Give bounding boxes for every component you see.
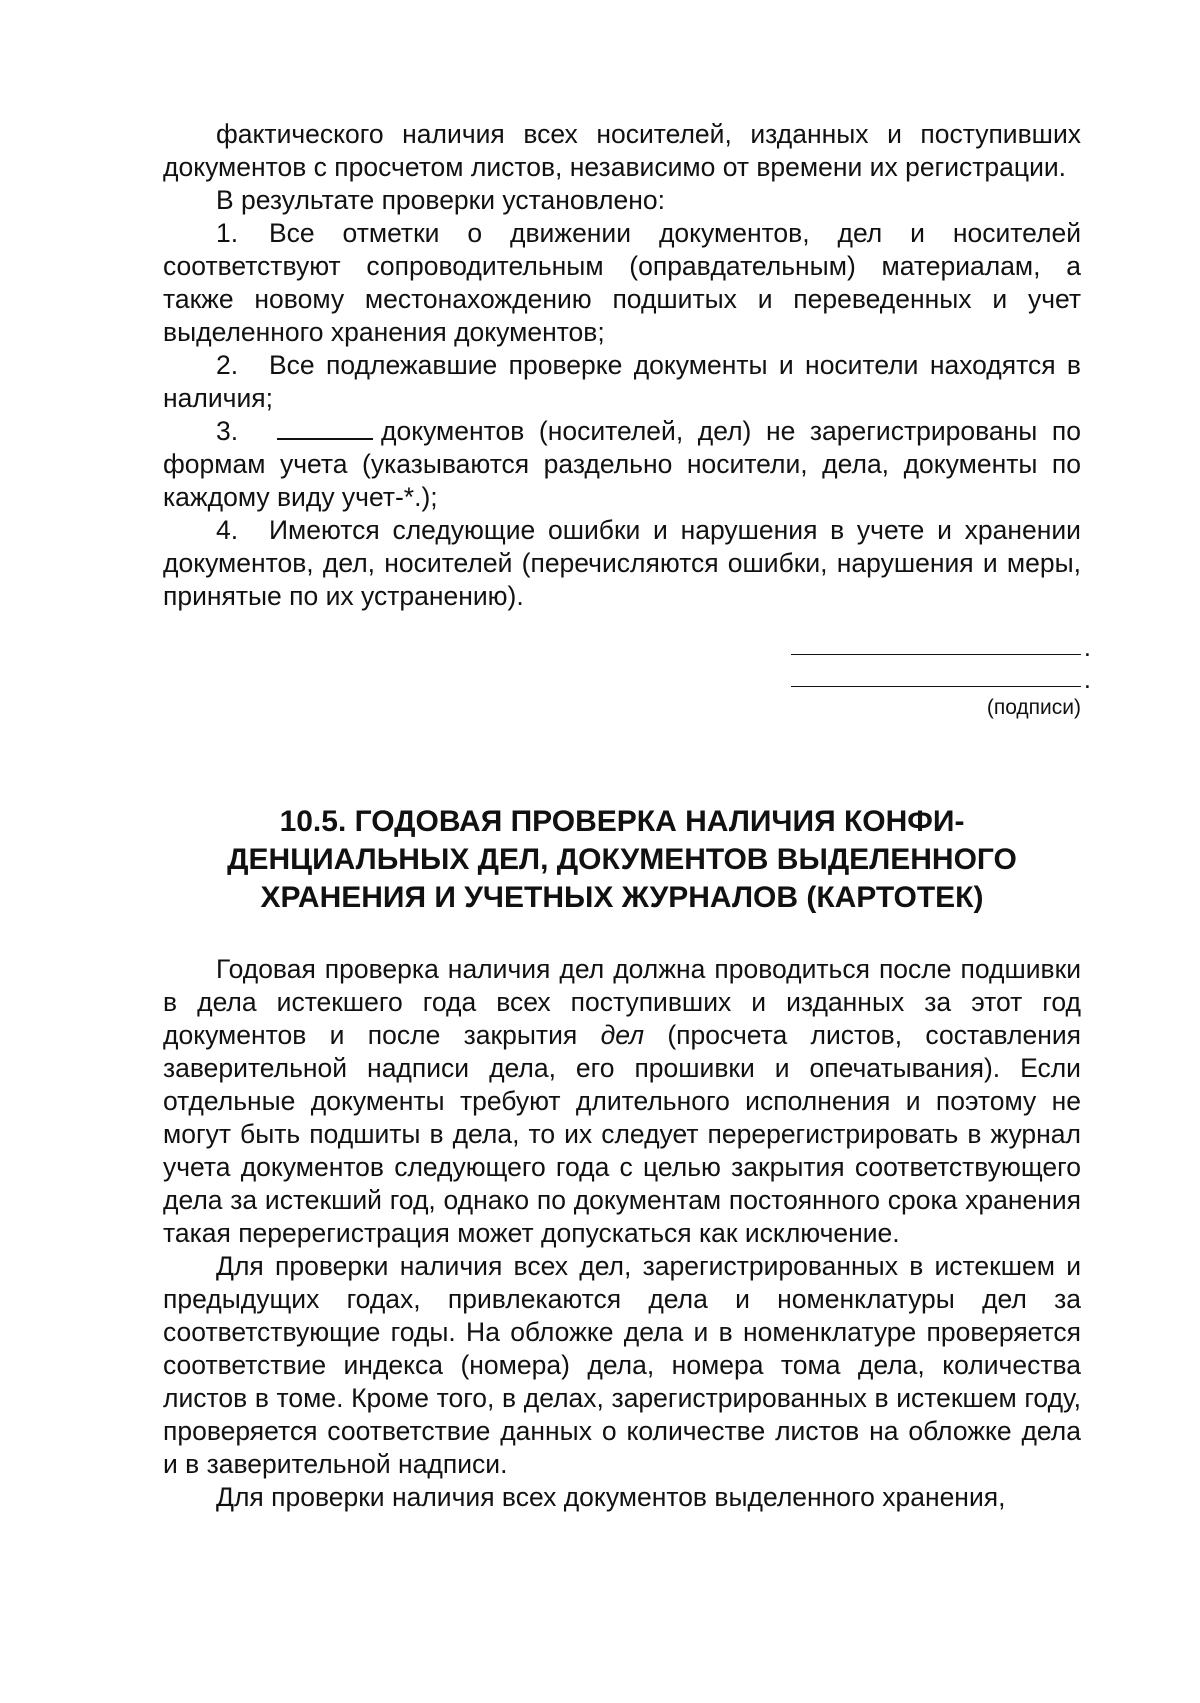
signature-dot: .: [1083, 632, 1091, 662]
document-page: [163, 118, 1091, 1514]
list-item-2: [163, 349, 1081, 415]
section-paragraph-3: Для проверки наличия всех документов выделенного хранения,: [216, 1482, 1006, 1512]
list-item-number: 2.: [216, 350, 239, 380]
heading-line: ХРАНЕНИЯ И УЧЕТНЫХ ЖУРНАЛОВ (КАРТОТЕК): [260, 881, 984, 914]
section-paragraph-2: Для проверки наличия всех дел, зарегистрированных в истекшем и предыдущих годах, привлекаются дела и номенклатуры дел за соответствующие годы. На обложке дела и в номенклатуре проверяется соответствие индекса (номера) дела, номера тома дела, количества листов в томе. Кроме того, в делах, зарегистрированных в истекшем году, проверяется соответствие данных о количестве листов на обложке дела и в заверительной надписи.: [163, 1251, 1081, 1479]
section-paragraph-1: [163, 953, 1081, 1250]
list-item-text: документов (носителей, дел) не зарегистрированы по формам учета (указываются раздельно носители, дела, документы по каждому виду учет-*.);: [163, 416, 1081, 512]
blank-line: [277, 416, 373, 440]
signature-line: [791, 655, 1091, 694]
result-intro: В результате проверки установлено:: [216, 185, 665, 215]
list-item-number: 3.: [216, 416, 239, 446]
paragraph-italic-text: дел: [600, 1020, 645, 1050]
list-item-number: 4.: [216, 515, 239, 545]
list-item-3: [163, 415, 1081, 514]
paragraph-continuation: фактического наличия всех носителей, изданных и поступивших документов с просчетом листов, независимо от времени их регистрации.: [163, 119, 1081, 182]
list-item-4: [163, 514, 1081, 613]
list-item-text: Имеются следующие ошибки и нарушения в учете и хранении документов, дел, носителей (перечисляются ошибки, нарушения и меры, принятые по их устранению).: [163, 515, 1081, 611]
list-item-1: [163, 217, 1081, 349]
signatures-label: (подписи): [986, 696, 1081, 719]
list-item-text: Все подлежавшие проверке документы и носители находятся в наличия;: [163, 350, 1081, 413]
signature-block: [163, 623, 1091, 723]
signature-dot: .: [1083, 664, 1091, 694]
heading-line: 10.5. ГОДОВАЯ ПРОВЕРКА НАЛИЧИЯ КОНФИ-: [279, 805, 965, 838]
list-item-number: 1.: [216, 218, 239, 248]
section-heading: [163, 803, 1081, 917]
signature-line: [791, 623, 1091, 662]
paragraph-text: (просчета листов, составления заверительной надписи дела, его прошивки и опечатывания). Если отдельные документы требуют длительного исполнения и поэтому не могут быть подшиты в дела, то их следует перерегистрировать в журнал учета документов следующего года с целью закрытия соответствующего дела за истекший год, однако по документам постоянного срока хранения такая перерегистрация может допускаться как исключение.: [163, 1020, 1081, 1248]
paragraph-text: Годовая проверка наличия дел должна проводиться после подшивки в дела истекшего года всех поступивших и изданных за этот год документов и после закрытия: [163, 954, 1081, 1050]
list-item-text: Все отметки о движении документов, дел и носителей соответствуют сопроводительным (оправдательным) материалам, а также новому местонахождению подшитых и переведенных и учет выделенного хранения документов;: [163, 218, 1081, 347]
heading-line: ДЕНЦИАЛЬНЫХ ДЕЛ, ДОКУМЕНТОВ ВЫДЕЛЕННОГО: [227, 843, 1017, 876]
